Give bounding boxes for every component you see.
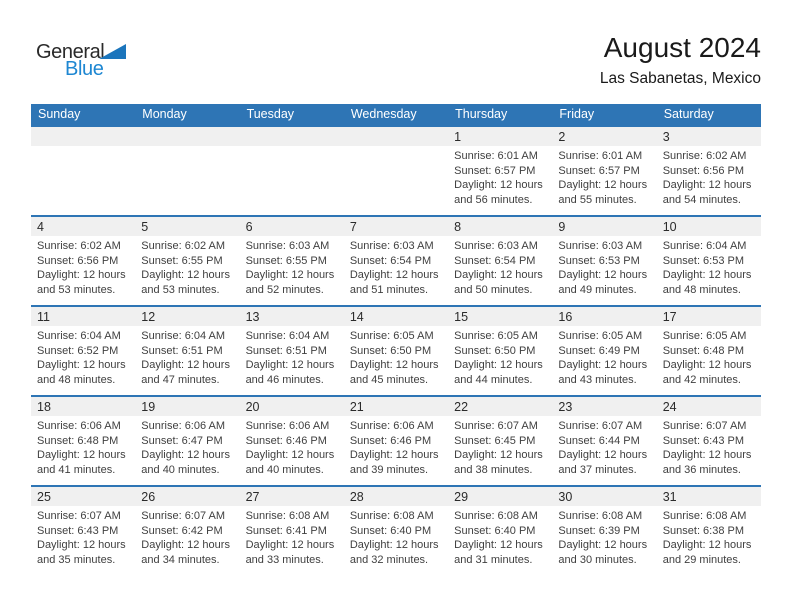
- sun-info: [31, 236, 135, 297]
- sunrise-line: Sunrise: 6:07 AM: [141, 510, 226, 522]
- daylight-line-1: Daylight: 12 hours: [662, 359, 752, 372]
- day-number: 18: [37, 400, 51, 414]
- sunrise-line: Sunrise: 6:03 AM: [558, 240, 643, 252]
- sunset-line: Sunset: 6:45 PM: [454, 434, 536, 447]
- day-cell: [240, 397, 344, 485]
- sunset-line: Sunset: 6:44 PM: [558, 434, 640, 447]
- day-cell: [240, 217, 344, 305]
- daylight-line-1: Daylight: 12 hours: [245, 539, 335, 552]
- day-cell: [448, 397, 552, 485]
- day-cell: [448, 307, 552, 395]
- sunrise-line: Sunrise: 6:04 AM: [662, 240, 747, 252]
- sunset-line: Sunset: 6:46 PM: [349, 434, 432, 447]
- sun-info: [448, 236, 552, 297]
- daylight-line-1: Daylight: 12 hours: [37, 449, 126, 462]
- daylight-line-2: and 53 minutes.: [37, 283, 116, 296]
- sunset-line: Sunset: 6:48 PM: [37, 434, 119, 447]
- day-cell: [31, 397, 135, 485]
- sunset-line: Sunset: 6:51 PM: [245, 344, 327, 357]
- daylight-line-1: Daylight: 12 hours: [662, 269, 752, 282]
- sun-info: [657, 416, 761, 477]
- daylight-line-2: and 36 minutes.: [662, 463, 741, 476]
- sun-info: [240, 506, 344, 567]
- day-number: 29: [454, 490, 469, 504]
- sunrise-line: Sunrise: 6:08 AM: [245, 510, 330, 522]
- day-number: 7: [349, 220, 357, 234]
- daylight-line-1: Daylight: 12 hours: [141, 449, 230, 462]
- sunset-line: Sunset: 6:54 PM: [454, 254, 536, 267]
- sunset-line: Sunset: 6:52 PM: [37, 344, 119, 357]
- location-subtitle: Las Sabanetas, Mexico: [599, 70, 761, 87]
- daylight-line-1: Daylight: 12 hours: [454, 539, 543, 552]
- date-band: [135, 487, 239, 506]
- date-band: [448, 397, 552, 416]
- sun-info: [552, 146, 656, 207]
- day-cell: [240, 307, 344, 395]
- sun-info: [552, 326, 656, 387]
- sunset-line: Sunset: 6:55 PM: [245, 254, 327, 267]
- day-number: 4: [37, 220, 44, 234]
- day-cell: [657, 127, 761, 215]
- weekday-header-tuesday: Tuesday: [246, 107, 295, 121]
- day-cell: [448, 487, 552, 575]
- sunrise-line: Sunrise: 6:05 AM: [662, 330, 747, 342]
- sunrise-line: Sunrise: 6:03 AM: [454, 240, 538, 252]
- sun-info: [135, 506, 239, 567]
- sun-info: [135, 416, 239, 477]
- daylight-line-1: Daylight: 12 hours: [37, 359, 126, 372]
- date-band: [552, 487, 656, 506]
- daylight-line-1: Daylight: 12 hours: [454, 269, 543, 282]
- day-cell: [448, 127, 552, 215]
- date-band: [240, 397, 344, 416]
- date-band: [31, 397, 135, 416]
- day-cell: [135, 217, 239, 305]
- date-band: [552, 307, 656, 326]
- sunrise-line: Sunrise: 6:06 AM: [245, 420, 330, 432]
- date-band: [552, 127, 656, 146]
- daylight-line-2: and 56 minutes.: [454, 193, 533, 206]
- date-band: [448, 307, 552, 326]
- sunset-line: Sunset: 6:53 PM: [662, 254, 745, 267]
- date-band: [344, 307, 448, 326]
- sunrise-line: Sunrise: 6:01 AM: [454, 150, 538, 162]
- date-band: [135, 217, 239, 236]
- date-band: [135, 127, 239, 146]
- date-band: [448, 217, 552, 236]
- sunrise-line: Sunrise: 6:08 AM: [558, 510, 643, 522]
- sunset-line: Sunset: 6:43 PM: [662, 434, 745, 447]
- daylight-line-2: and 43 minutes.: [558, 373, 637, 386]
- day-number: 12: [141, 310, 156, 324]
- daylight-line-2: and 31 minutes.: [454, 553, 533, 566]
- day-number: 9: [558, 220, 566, 234]
- sun-info: [448, 146, 552, 207]
- sunset-line: Sunset: 6:50 PM: [454, 344, 536, 357]
- sunrise-line: Sunrise: 6:08 AM: [349, 510, 434, 522]
- daylight-line-2: and 34 minutes.: [141, 553, 220, 566]
- day-cell: [31, 487, 135, 575]
- logo-text-blue: Blue: [65, 58, 104, 80]
- title-block: [600, 33, 761, 88]
- sunset-line: Sunset: 6:57 PM: [454, 164, 536, 177]
- day-number: 11: [37, 310, 50, 324]
- weekday-header-thursday: Thursday: [455, 107, 508, 121]
- sun-info: [135, 326, 239, 387]
- daylight-line-2: and 39 minutes.: [349, 463, 429, 476]
- daylight-line-1: Daylight: 12 hours: [558, 269, 648, 282]
- date-band: [240, 487, 344, 506]
- daylight-line-2: and 33 minutes.: [245, 553, 324, 566]
- daylight-line-1: Daylight: 12 hours: [662, 179, 752, 192]
- day-number: 15: [454, 310, 469, 324]
- logo-triangle-icon: [99, 44, 126, 59]
- day-number: 13: [245, 310, 260, 324]
- day-number: 27: [245, 490, 260, 504]
- day-cell: [135, 487, 239, 575]
- sunrise-line: Sunrise: 6:05 AM: [558, 330, 643, 342]
- day-cell: [552, 487, 656, 575]
- daylight-line-1: Daylight: 12 hours: [558, 539, 648, 552]
- date-band: [135, 307, 239, 326]
- sunrise-line: Sunrise: 6:07 AM: [662, 420, 747, 432]
- daylight-line-2: and 55 minutes.: [558, 193, 637, 206]
- sun-info: [657, 236, 761, 297]
- daylight-line-1: Daylight: 12 hours: [558, 359, 648, 372]
- day-cell: [240, 487, 344, 575]
- date-band: [448, 487, 552, 506]
- daylight-line-1: Daylight: 12 hours: [349, 539, 439, 552]
- sun-info: [448, 416, 552, 477]
- sunrise-line: Sunrise: 6:08 AM: [662, 510, 747, 522]
- date-band: [240, 307, 344, 326]
- date-band: [448, 127, 552, 146]
- day-number: 24: [662, 400, 677, 414]
- logo-text-general: General: [36, 41, 105, 63]
- date-band: [657, 307, 761, 326]
- day-cell: [344, 487, 448, 575]
- sun-info: [31, 416, 135, 477]
- day-cell: [552, 127, 656, 215]
- header-area: [31, 0, 761, 104]
- daylight-line-1: Daylight: 12 hours: [37, 269, 126, 282]
- date-band: [344, 397, 448, 416]
- daylight-line-1: Daylight: 12 hours: [141, 539, 230, 552]
- daylight-line-2: and 37 minutes.: [558, 463, 637, 476]
- date-band: [657, 217, 761, 236]
- daylight-line-1: Daylight: 12 hours: [662, 449, 752, 462]
- day-cell: [344, 307, 448, 395]
- daylight-line-2: and 40 minutes.: [245, 463, 324, 476]
- sunrise-line: Sunrise: 6:03 AM: [349, 240, 434, 252]
- daylight-line-1: Daylight: 12 hours: [454, 179, 543, 192]
- day-cell: [344, 397, 448, 485]
- day-cell: [135, 397, 239, 485]
- sunset-line: Sunset: 6:54 PM: [349, 254, 432, 267]
- sun-info: [552, 416, 656, 477]
- day-number: 25: [37, 490, 51, 504]
- daylight-line-1: Daylight: 12 hours: [245, 359, 335, 372]
- daylight-line-2: and 51 minutes.: [349, 283, 429, 296]
- daylight-line-2: and 38 minutes.: [454, 463, 533, 476]
- sunrise-line: Sunrise: 6:07 AM: [454, 420, 538, 432]
- daylight-line-2: and 46 minutes.: [245, 373, 324, 386]
- day-number: 8: [454, 220, 462, 234]
- daylight-line-2: and 53 minutes.: [141, 283, 220, 296]
- day-number: 10: [662, 220, 677, 234]
- day-number: 5: [141, 220, 149, 234]
- weekday-header-row: [31, 104, 761, 125]
- daylight-line-1: Daylight: 12 hours: [454, 449, 543, 462]
- week-row: [31, 485, 761, 575]
- daylight-line-1: Daylight: 12 hours: [349, 359, 439, 372]
- date-band: [31, 127, 135, 146]
- date-band: [657, 127, 761, 146]
- sun-info: [657, 146, 761, 207]
- sunrise-line: Sunrise: 6:06 AM: [37, 420, 121, 432]
- date-band: [552, 217, 656, 236]
- day-number: 22: [454, 400, 469, 414]
- sunset-line: Sunset: 6:38 PM: [662, 524, 745, 537]
- sunset-line: Sunset: 6:40 PM: [349, 524, 432, 537]
- sunrise-line: Sunrise: 6:07 AM: [558, 420, 643, 432]
- week-row: [31, 395, 761, 485]
- sun-info: [448, 506, 552, 567]
- day-cell: [552, 217, 656, 305]
- sunrise-line: Sunrise: 6:04 AM: [245, 330, 330, 342]
- sunset-line: Sunset: 6:56 PM: [662, 164, 745, 177]
- sun-info: [344, 506, 448, 567]
- day-number: 17: [662, 310, 677, 324]
- date-band: [657, 487, 761, 506]
- day-number: 1: [454, 130, 462, 144]
- daylight-line-2: and 45 minutes.: [349, 373, 429, 386]
- date-band: [240, 217, 344, 236]
- sun-info: [240, 236, 344, 297]
- daylight-line-2: and 54 minutes.: [662, 193, 741, 206]
- daylight-line-2: and 48 minutes.: [37, 373, 116, 386]
- date-band: [240, 127, 344, 146]
- daylight-line-1: Daylight: 12 hours: [454, 359, 543, 372]
- day-cell: [344, 217, 448, 305]
- logo: [36, 41, 146, 83]
- daylight-line-2: and 29 minutes.: [662, 553, 741, 566]
- sunrise-line: Sunrise: 6:04 AM: [141, 330, 226, 342]
- day-number: 28: [349, 490, 364, 504]
- sunset-line: Sunset: 6:57 PM: [558, 164, 640, 177]
- empty-day-cell: [344, 127, 448, 215]
- day-number: 31: [662, 490, 677, 504]
- sunrise-line: Sunrise: 6:01 AM: [558, 150, 643, 162]
- sunset-line: Sunset: 6:43 PM: [37, 524, 119, 537]
- daylight-line-1: Daylight: 12 hours: [349, 449, 439, 462]
- daylight-line-2: and 41 minutes.: [37, 463, 116, 476]
- daylight-line-2: and 49 minutes.: [558, 283, 637, 296]
- sun-info: [344, 326, 448, 387]
- daylight-line-2: and 32 minutes.: [349, 553, 429, 566]
- sunset-line: Sunset: 6:48 PM: [662, 344, 745, 357]
- calendar-grid: [31, 125, 761, 575]
- sunset-line: Sunset: 6:42 PM: [141, 524, 223, 537]
- sunset-line: Sunset: 6:51 PM: [141, 344, 223, 357]
- sunset-line: Sunset: 6:53 PM: [558, 254, 640, 267]
- sunrise-line: Sunrise: 6:07 AM: [37, 510, 121, 522]
- daylight-line-1: Daylight: 12 hours: [141, 359, 230, 372]
- sunset-line: Sunset: 6:50 PM: [349, 344, 432, 357]
- weekday-header-saturday: Saturday: [663, 107, 714, 121]
- date-band: [31, 487, 135, 506]
- sun-info: [657, 506, 761, 567]
- daylight-line-1: Daylight: 12 hours: [37, 539, 126, 552]
- day-number: 30: [558, 490, 573, 504]
- sunset-line: Sunset: 6:40 PM: [454, 524, 536, 537]
- sunrise-line: Sunrise: 6:03 AM: [245, 240, 330, 252]
- sun-info: [135, 236, 239, 297]
- sunrise-line: Sunrise: 6:06 AM: [349, 420, 434, 432]
- sunset-line: Sunset: 6:55 PM: [141, 254, 223, 267]
- date-band: [31, 307, 135, 326]
- sunrise-line: Sunrise: 6:02 AM: [37, 240, 121, 252]
- day-cell: [657, 397, 761, 485]
- day-number: 14: [349, 310, 364, 324]
- sunrise-line: Sunrise: 6:06 AM: [141, 420, 226, 432]
- sun-info: [552, 236, 656, 297]
- day-number: 2: [558, 130, 566, 144]
- sunrise-line: Sunrise: 6:02 AM: [141, 240, 226, 252]
- sunrise-line: Sunrise: 6:04 AM: [37, 330, 121, 342]
- daylight-line-2: and 42 minutes.: [662, 373, 741, 386]
- day-number: 16: [558, 310, 573, 324]
- day-cell: [657, 487, 761, 575]
- weekday-header-wednesday: Wednesday: [350, 107, 417, 121]
- date-band: [135, 397, 239, 416]
- day-cell: [657, 307, 761, 395]
- day-number: 6: [245, 220, 253, 234]
- weekday-header-sunday: Sunday: [38, 107, 81, 121]
- week-row: [31, 215, 761, 305]
- daylight-line-1: Daylight: 12 hours: [558, 449, 648, 462]
- daylight-line-1: Daylight: 12 hours: [349, 269, 439, 282]
- day-number: 19: [141, 400, 156, 414]
- week-row: [31, 305, 761, 395]
- sun-info: [240, 416, 344, 477]
- daylight-line-2: and 44 minutes.: [454, 373, 533, 386]
- empty-day-cell: [240, 127, 344, 215]
- sun-info: [344, 416, 448, 477]
- day-number: 21: [349, 400, 364, 414]
- sunset-line: Sunset: 6:56 PM: [37, 254, 119, 267]
- daylight-line-1: Daylight: 12 hours: [558, 179, 648, 192]
- daylight-line-2: and 30 minutes.: [558, 553, 637, 566]
- month-title: August 2024: [603, 32, 761, 63]
- day-cell: [31, 307, 135, 395]
- daylight-line-2: and 47 minutes.: [141, 373, 220, 386]
- sunset-line: Sunset: 6:46 PM: [245, 434, 327, 447]
- day-cell: [448, 217, 552, 305]
- sun-info: [240, 326, 344, 387]
- day-number: 3: [662, 130, 670, 144]
- calendar: [31, 104, 761, 575]
- sunrise-line: Sunrise: 6:08 AM: [454, 510, 538, 522]
- daylight-line-1: Daylight: 12 hours: [662, 539, 752, 552]
- sun-info: [448, 326, 552, 387]
- date-band: [31, 217, 135, 236]
- sun-info: [344, 236, 448, 297]
- sunset-line: Sunset: 6:49 PM: [558, 344, 640, 357]
- day-number: 26: [141, 490, 156, 504]
- day-cell: [135, 307, 239, 395]
- sun-info: [657, 326, 761, 387]
- weekday-header-friday: Friday: [559, 107, 595, 121]
- sunrise-line: Sunrise: 6:02 AM: [662, 150, 747, 162]
- daylight-line-2: and 52 minutes.: [245, 283, 324, 296]
- sunset-line: Sunset: 6:47 PM: [141, 434, 223, 447]
- daylight-line-2: and 48 minutes.: [662, 283, 741, 296]
- sunrise-line: Sunrise: 6:05 AM: [349, 330, 434, 342]
- sun-info: [552, 506, 656, 567]
- day-cell: [31, 217, 135, 305]
- daylight-line-2: and 50 minutes.: [454, 283, 533, 296]
- daylight-line-2: and 40 minutes.: [141, 463, 220, 476]
- day-cell: [657, 217, 761, 305]
- sunrise-line: Sunrise: 6:05 AM: [454, 330, 538, 342]
- daylight-line-1: Daylight: 12 hours: [245, 269, 335, 282]
- daylight-line-1: Daylight: 12 hours: [245, 449, 335, 462]
- day-number: 23: [558, 400, 573, 414]
- date-band: [344, 487, 448, 506]
- daylight-line-2: and 35 minutes.: [37, 553, 116, 566]
- date-band: [344, 217, 448, 236]
- empty-day-cell: [31, 127, 135, 215]
- day-cell: [552, 307, 656, 395]
- sun-info: [31, 326, 135, 387]
- weekday-header-monday: Monday: [142, 107, 187, 121]
- empty-day-cell: [135, 127, 239, 215]
- date-band: [552, 397, 656, 416]
- sunset-line: Sunset: 6:39 PM: [558, 524, 640, 537]
- week-row: [31, 125, 761, 215]
- daylight-line-1: Daylight: 12 hours: [141, 269, 230, 282]
- sun-info: [31, 506, 135, 567]
- date-band: [344, 127, 448, 146]
- day-number: 20: [245, 400, 260, 414]
- day-cell: [552, 397, 656, 485]
- sunset-line: Sunset: 6:41 PM: [245, 524, 327, 537]
- date-band: [657, 397, 761, 416]
